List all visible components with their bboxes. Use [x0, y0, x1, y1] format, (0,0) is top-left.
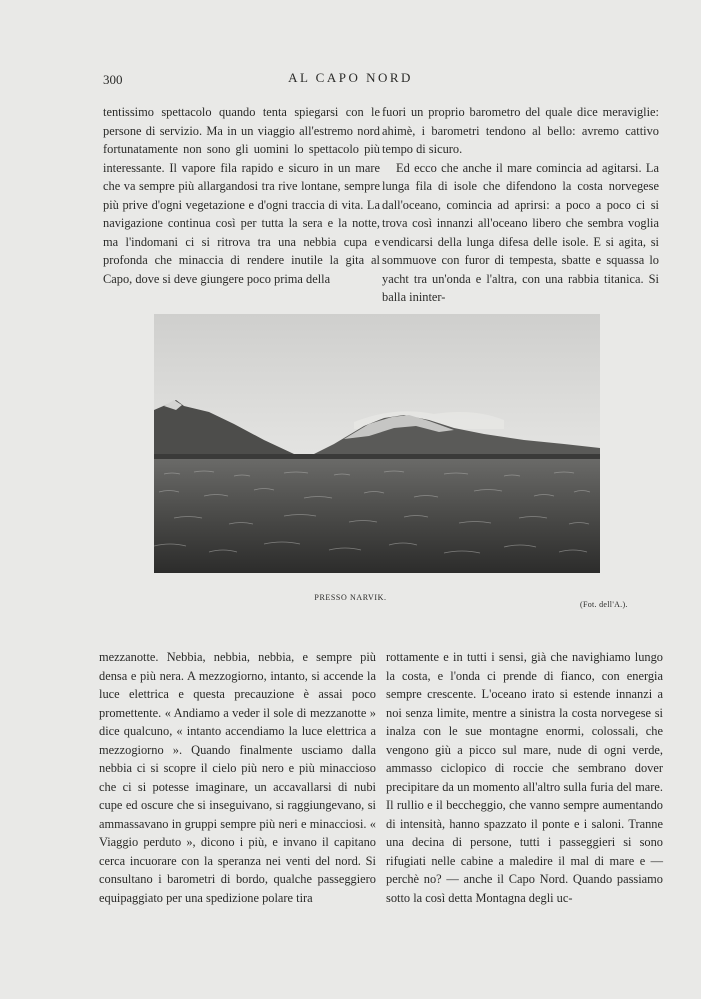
sea: [154, 459, 600, 573]
landscape-illustration: [154, 314, 600, 573]
text-column-bottom-left: [99, 648, 376, 907]
paragraph: rottamente e in tutti i sensi, già che navighiamo lungo la costa, e l'onda ci prende di fianco, con energia sempre crescente. L'oceano irato si estende innanzi a noi senza limite, mentre a sinistra la costa norvegese si inalza con le sue montagne enormi, colossali, che vengono giù a picco sul mare, nude di ogni verde, ammasso ciclopico di roccie che sembrano dover precipitare da un momento all'altro sulla furia del mare. Il rullio e il beccheggio, che vanno sempre aumentando di intensità, hanno spazzato il ponte e i saloni. Tranne una decina di persone, tutti i passeggieri si sono rifugiati nelle cabine a maledire il mal di mare e — perchè no? — anche il Capo Nord. Quando passiamo sotto la così detta Montagna degli uc-: [386, 650, 663, 905]
running-title: AL CAPO NORD: [288, 70, 413, 85]
photograph-narvik: [154, 314, 600, 573]
text-column-bottom-right: [386, 648, 663, 907]
page-number: 300: [103, 72, 123, 87]
text-column-top-left: [103, 103, 380, 288]
figure-caption: PRESSO NARVIK.: [314, 593, 387, 602]
text-column-top-right: [382, 103, 659, 307]
paragraph: tentissimo spettacolo quando tenta spiegarsi con le persone di servizio. Ma in un viaggio all'estremo nord fortunatamente non sono gli uomini lo spettacolo più interessante. Il vapore fila rapido e sicuro in un mare che va sempre più allargandosi tra rive lontane, sempre più prive d'ogni vegetazione e d'ogni traccia di vita. La navigazione continua così per tutta la sera e la notte, ma l'indomani ci si ritrova tra una nebbia cupa e profonda che minaccia di rendere inutile la gita al Capo, dove si deve giungere poco prima della: [103, 105, 380, 286]
paragraph: fuori un proprio barometro del quale dice meraviglie: ahimè, i barometri tendono al bello: avremo cattivo tempo di sicuro.: [382, 105, 659, 156]
photo-credit: (Fot. dell'A.).: [580, 600, 628, 609]
paragraph: Ed ecco che anche il mare comincia ad agitarsi. La lunga fila di isole che difendono la costa norvegese dall'oceano, comincia ad aprirsi: a poco a poco ci si trova così innanzi all'oceano libero che sembra voglia vendicarsi della lunga difesa delle isole. E si agita, si sommuove con furor di tempesta, sbatte e squassa lo yacht tra un'onda e l'altra, con una rabbia titanica. Si balla ininter-: [382, 160, 659, 304]
paragraph: mezzanotte. Nebbia, nebbia, nebbia, e sempre più densa e più nera. A mezzogiorno, intanto, si accende la luce elettrica e questa precauzione è assai poco promettente. « Andiamo a veder il sole di mezzanotte » dice qualcuno, « intanto accendiamo la luce elettrica a mezzogiorno ». Quando finalmente usciamo dalla nebbia ci si scopre il cielo più nero e più minaccioso che ci si potesse imaginare, un accavallarsi di nubi cupe ed oscure che si inseguivano, si raggiungevano, si ammassavano in gruppi sempre più neri e minacciosi. « Viaggio perduto », dicono i più, e invano il capitano cerca incuorare con la speranza nei venti del nord. Si consultano i barometri di bordo, qualche passeggiero equipaggiato per una spedizione polare tira: [99, 650, 376, 905]
